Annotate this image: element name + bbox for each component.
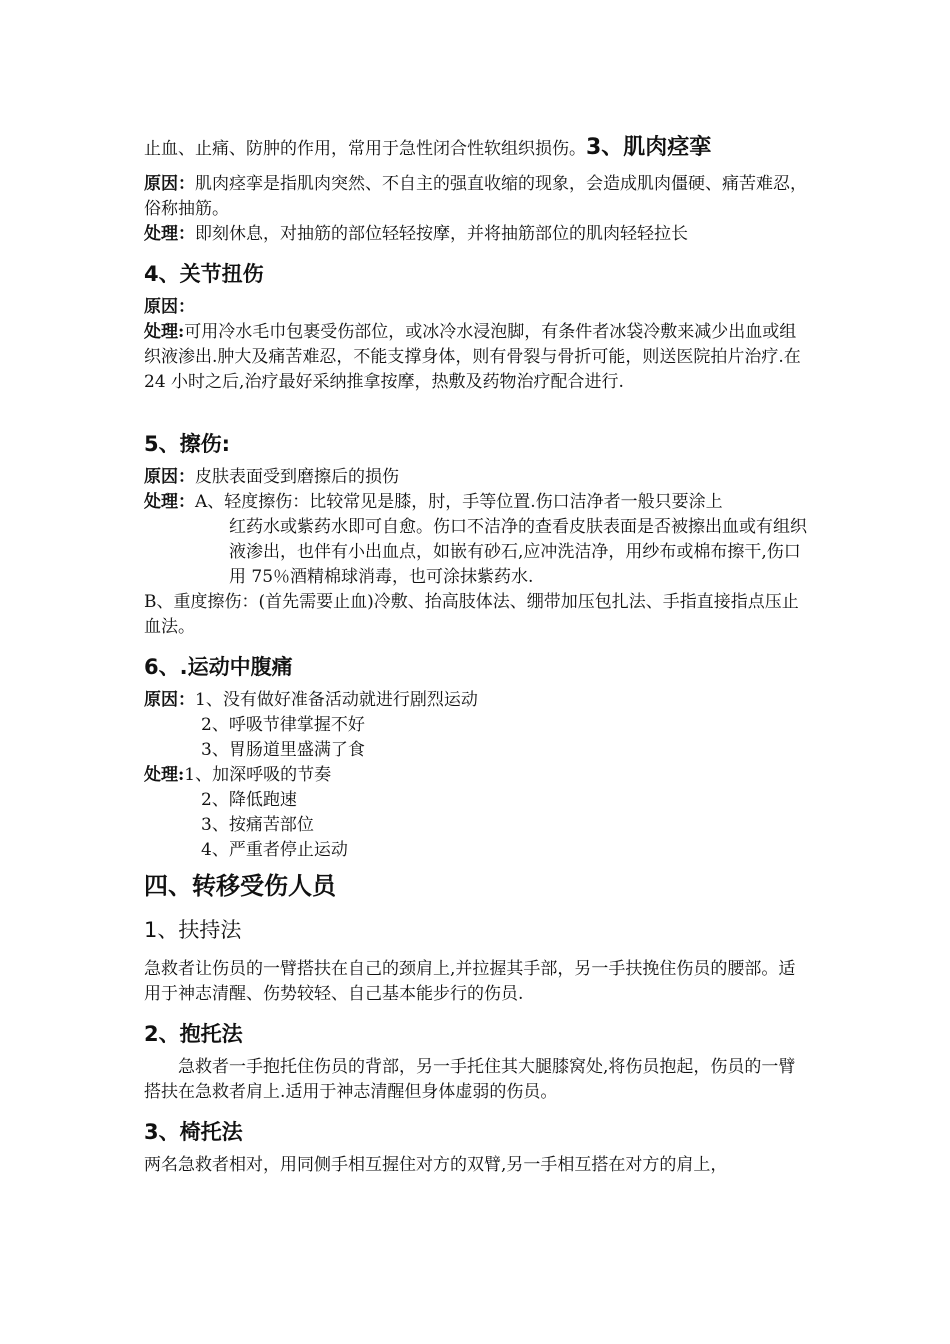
list-item: 1、加深呼吸的节奏 <box>184 765 332 785</box>
cause-text: 皮肤表面受到磨擦后的损伤 <box>195 467 399 487</box>
treatment-label: 处理： <box>144 224 195 244</box>
method-3-text: 两名急救者相对，用同侧手相互握住对方的双臂,另一手相互搭在对方的肩上， <box>144 1155 728 1175</box>
heading-method-2: 2、抱托法 <box>144 1022 243 1046</box>
method-1-text: 急救者让伤员的一臂搭扶在自己的颈肩上,并拉握其手部，另一手扶挽住伤员的腰部。适用于神志清醒、伤势较轻、自己基本能步行的伤员. <box>144 959 796 1004</box>
cramp-treatment <box>144 222 808 247</box>
heading-muscle-cramp: 3、肌肉痉挛 <box>586 135 712 160</box>
pain-cause-block <box>144 688 808 763</box>
heading-section-four: 四、转移受伤人员 <box>144 872 336 900</box>
treatment-a-continued: 红药水或紫药水即可自愈。伤口不洁净的查看皮肤表面是否被擦出血或有组织液渗出，也伴有小出血点，如嵌有砂石,应冲洗洁净，用纱布或棉布擦干,伤口用 75％酒精棉球消毒，也可涂抹紫药水. <box>229 517 807 587</box>
list-item: 4、严重者停止运动 <box>201 840 348 860</box>
abrasion-treatment-a <box>144 490 808 590</box>
list-item: 2、降低跑速 <box>201 790 297 810</box>
heading-joint-sprain: 4、关节扭伤 <box>144 262 264 286</box>
sprain-treatment <box>144 320 808 395</box>
cause-text: 肌肉痉挛是指肌肉突然、不自主的强直收缩的现象，会造成肌肉僵硬、痛苦难忍，俗称抽筋。 <box>144 174 807 219</box>
heading-method-1: 1、扶持法 <box>144 918 242 942</box>
method-2-text: 急救者一手抱托住伤员的背部，另一手托住其大腿膝窝处,将伤员抱起，伤员的一臂搭扶在急救者肩上.适用于神志清醒但身体虚弱的伤员。 <box>144 1057 796 1102</box>
sprain-cause-label: 原因： <box>144 297 195 317</box>
pain-treatment-block <box>144 763 808 863</box>
treatment-label: 处理: <box>144 765 185 785</box>
treatment-text: 可用冷水毛巾包裹受伤部位，或冰冷水浸泡脚，有条件者冰袋冷敷来减少出血或组织液渗出.肿大及痛苦难忍，不能支撑身体，则有骨裂与骨折可能，则送医院拍片治疗.在 24 小时之后,治疗最好采纳推拿按摩，热敷及药物治疗配合进行. <box>144 322 801 392</box>
pain-cause-line-1 <box>144 688 808 713</box>
heading-method-3: 3、椅托法 <box>144 1120 243 1144</box>
pain-treatment-line-1 <box>144 763 808 788</box>
heading-abrasion: 5、擦伤: <box>144 432 231 456</box>
intro-text: 止血、止痛、防肿的作用，常用于急性闭合性软组织损伤。 <box>144 139 586 159</box>
list-item: 3、按痛苦部位 <box>201 815 314 835</box>
abrasion-treatment-b: B、重度擦伤：(首先需要止血)冷敷、抬高肢体法、绷带加压包扎法、手指直接指点压止血法。 <box>144 592 799 637</box>
document-page <box>144 132 808 1178</box>
cause-label: 原因： <box>144 690 195 710</box>
treatment-a-text: A、轻度擦伤：比较常见是膝，肘，手等位置.伤口洁净者一般只要涂上 <box>195 492 723 512</box>
intro-line <box>144 132 808 166</box>
heading-abdominal-pain: 6、.运动中腹痛 <box>144 655 293 679</box>
cause-label: 原因： <box>144 467 195 487</box>
treatment-text: 即刻休息，对抽筋的部位轻轻按摩，并将抽筋部位的肌肉轻轻拉长 <box>195 224 688 244</box>
list-item: 3、胃肠道里盛满了食 <box>201 740 365 760</box>
treatment-label: 处理： <box>144 492 195 512</box>
cause-label: 原因： <box>144 174 195 194</box>
list-item: 2、呼吸节律掌握不好 <box>201 715 365 735</box>
cramp-cause <box>144 172 808 222</box>
list-item: 1、没有做好准备活动就进行剧烈运动 <box>195 690 478 710</box>
abrasion-cause <box>144 465 808 490</box>
treatment-label: 处理: <box>144 322 185 342</box>
